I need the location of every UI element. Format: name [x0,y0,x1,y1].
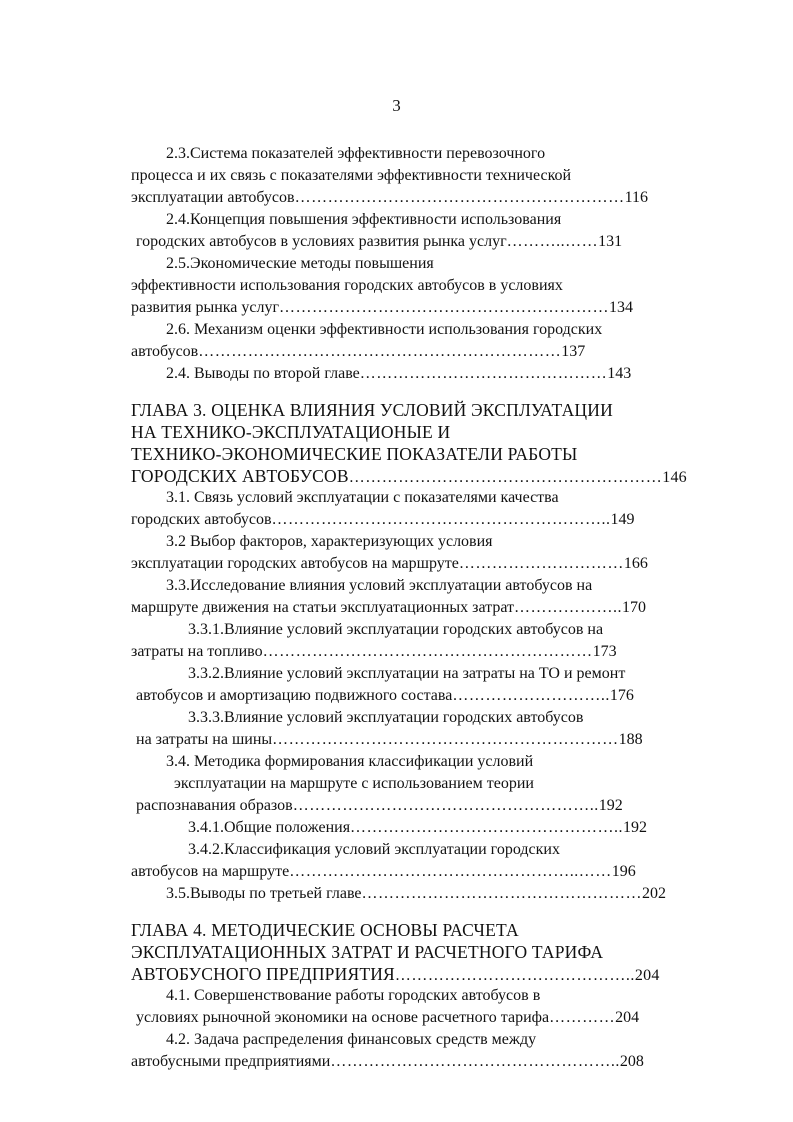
toc-page-number: 134 [609,299,634,316]
toc-entry-4-2-line1: 4.2. Задача распределения финансовых средств между [166,1031,537,1048]
toc-chapter-4-line3: АВТОБУСНОГО ПРЕДПРИЯТИЯ……………………………………..204 [131,964,660,984]
toc-entry-3-3-line1: 3.3.Исследование влияния условий эксплуатации автобусов на [166,577,593,594]
toc-page-number: 137 [561,343,586,360]
toc-entry-3-3-1-line2: затраты на топливо……………………………………………………173 [131,643,617,660]
toc-entry-3-3-3-line1: 3.3.3.Влияние условий эксплуатации городских автобусов [188,709,584,726]
toc-page-number: 116 [624,189,648,206]
toc-entry-3-3-2-line2: автобусов и амортизацию подвижного состава………………………..176 [136,687,634,704]
toc-chapter-4-line1: ГЛАВА 4. МЕТОДИЧЕСКИЕ ОСНОВЫ РАСЧЕТА [131,920,519,940]
toc-entry-2-3-line3: эксплуатации автобусов……………………………………………………116 [131,189,648,206]
toc-entry-2-3-line2: процесса и их связь с показателями эффективности технической [131,167,572,184]
toc-entry-2-4-line2: городских автобусов в условиях развития рынка услуг………..……131 [136,233,623,250]
toc-entry-3-4-line1: 3.4. Методика формирования классификации условий [166,753,534,770]
toc-entry-3-4-2-line1: 3.4.2.Классификация условий эксплуатации городских [188,841,560,858]
toc-page-number: 170 [622,599,647,616]
toc-entry-3-3-2-line1: 3.3.2.Влияние условий эксплуатации на затраты на ТО и ремонт [188,665,626,682]
toc-page-number: 143 [607,365,632,382]
toc-page-number: 131 [598,233,623,250]
toc-chapter-3-line3: ТЕХНИКО-ЭКОНОМИЧЕСКИЕ ПОКАЗАТЕЛИ РАБОТЫ [131,444,578,464]
toc-chapter-3-line1: ГЛАВА 3. ОЦЕНКА ВЛИЯНИЯ УСЛОВИЙ ЭКСПЛУАТАЦИИ [131,400,613,420]
page-number: 3 [392,96,401,115]
toc-entry-2-4-conclusions: 2.4. Выводы по второй главе………………………………………143 [166,365,632,382]
toc-entry-4-2-line2: автобусными предприятиями……………………………………………..208 [131,1053,644,1070]
toc-entry-3-2-line2: эксплуатации городских автобусов на маршруте…………………………166 [131,555,648,572]
toc-page-number: 173 [592,643,617,660]
toc-page-number: 208 [619,1053,644,1070]
toc-entry-3-5: 3.5.Выводы по третьей главе……………………………………………202 [166,885,666,902]
toc-entry-3-3-3-line2: на затраты на шины………………………………………………………188 [136,731,643,748]
toc-entry-4-1-line2: условиях рыночной экономики на основе расчетного тарифа…………204 [136,1009,640,1026]
toc-page-number: 192 [598,797,623,814]
toc-page-number: 204 [615,1009,640,1026]
toc-page-number: 176 [609,687,634,704]
toc-page-number: 202 [642,885,666,902]
toc-entry-2-3-line1: 2.3.Система показателей эффективности перевозочного [166,145,546,162]
toc-page-number: 166 [623,555,648,572]
toc-chapter-3-line4: ГОРОДСКИХ АВТОБУСОВ…………………………………………………146 [131,466,687,486]
toc-chapter-3-line2: НА ТЕХНИКО-ЭКСПЛУАТАЦИОНЫЕ И [131,422,451,442]
toc-entry-3-4-line2: эксплуатации на маршруте с использованием теории [174,775,534,792]
toc-entry-3-1-line2: городских автобусов……………………………………………………..149 [131,511,635,528]
toc-entry-3-2-line1: 3.2 Выбор факторов, характеризующих условия [166,533,493,550]
toc-entry-3-4-1: 3.4.1.Общие положения…………………………………………..192 [188,819,648,836]
toc-entry-3-4-2-line2: автобусов на маршруте……………………………………………..……196 [131,863,636,880]
toc-chapter-4-line2: ЭКСПЛУАТАЦИОННЫХ ЗАТРАТ И РАСЧЕТНОГО ТАРИФА [131,942,604,962]
toc-entry-2-6-line2: автобусов…………………………………………………………137 [131,343,586,360]
toc-entry-2-5-line3: развития рынка услуг……………………………………………………134 [131,299,634,316]
toc-page-number: 192 [623,819,648,836]
toc-page-number: 149 [610,511,635,528]
toc-entry-2-4-line1: 2.4.Концепция повышения эффективности использования [166,211,562,228]
toc-page-number: 196 [611,863,636,880]
toc-entry-3-4-line3: распознавания образов………………………………………………..192 [136,797,623,814]
toc-entry-2-6-line1: 2.6. Механизм оценки эффективности использования городских [166,321,603,338]
toc-page-number: 146 [662,469,687,486]
toc-entry-2-5-line1: 2.5.Экономические методы повышения [166,255,434,272]
toc-entry-4-1-line1: 4.1. Совершенствование работы городских автобусов в [166,987,541,1004]
toc-entry-2-5-line2: эффективности использования городских автобусов в условиях [131,277,563,294]
toc-page-number: 204 [634,967,660,984]
toc-page-number: 188 [618,731,643,748]
toc-entry-3-3-line2: маршруте движения на статьи эксплуатационных затрат………………..170 [131,599,647,616]
toc-entry-3-1-line1: 3.1. Связь условий эксплуатации с показателями качества [166,489,559,506]
toc-entry-3-3-1-line1: 3.3.1.Влияние условий эксплуатации городских автобусов на [188,621,604,638]
